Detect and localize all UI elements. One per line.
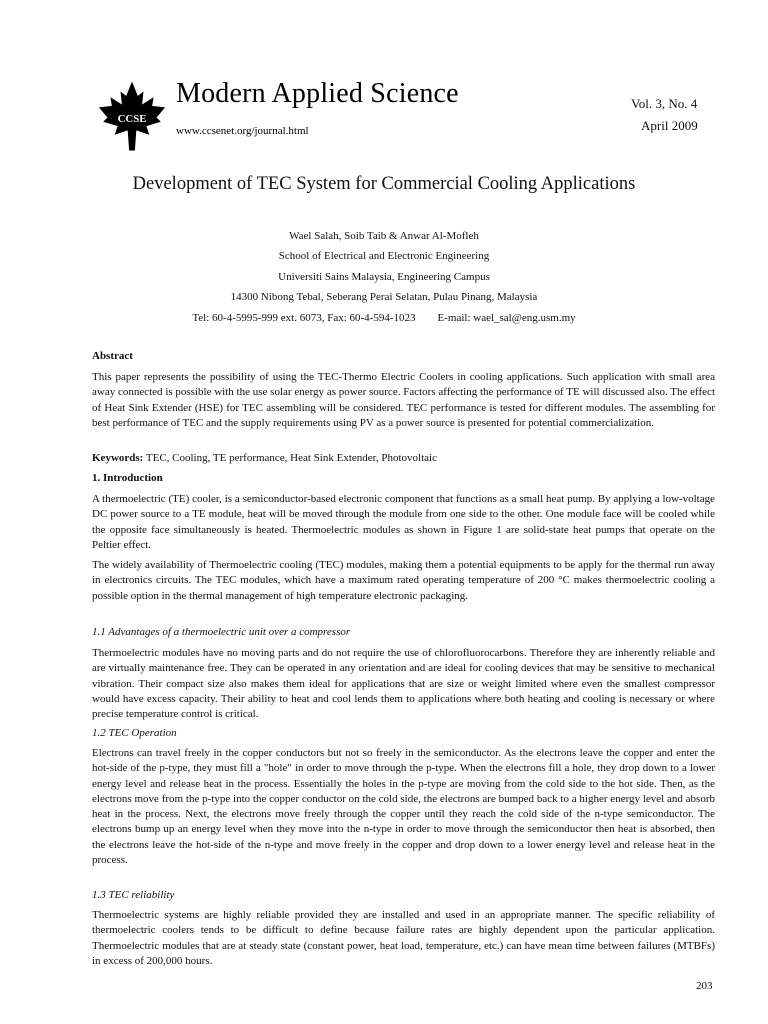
paper-title: Development of TEC System for Commercial Cooling Applications <box>132 174 636 194</box>
affiliation-line: 14300 Nibong Tebal, Seberang Perai Selatan, Pulau Pinang, Malaysia <box>230 291 538 303</box>
paragraph-tec-reliability: Thermoelectric systems are highly reliable provided they are installed and used in an appropriate manner. The specific reliability of thermoelectric coolers tends to be difficult to define because failure rates are highly dependent upon the particular application. Thermoelectric modules that are at steady state (constant power, heat load, temperature, etc.) can have mean time between failures (MTBFs) in excess of 200,000 hours. <box>92 909 715 967</box>
section-heading-introduction: 1. Introduction <box>92 472 163 484</box>
paragraph-advantages: Thermoelectric modules have no moving parts and do not require the use of chlorofluorocarbons. Therefore they are inherently reliable and are virtually maintenance free. They can be operated in any orientation and are ideal for cooling devices that may be sensitive to mechanical vibration. Their compact size also makes them ideal for applications that are size or weight limited where even the smallest compressor would have excess capacity. Their ability to heat and cool lends them to applications where both heating and cooling is necessary or where precise temperature control is critical. <box>92 647 715 721</box>
subsection-heading-tec-operation: 1.2 TEC Operation <box>92 727 177 739</box>
subsection-heading-tec-reliability: 1.3 TEC reliability <box>92 889 175 901</box>
volume-issue: Vol. 3, No. 4 <box>631 96 698 111</box>
contact-email[interactable]: E-mail: wael_sal@eng.usm.my <box>437 312 576 324</box>
contact-line <box>0 312 768 324</box>
keywords-line <box>92 451 715 466</box>
abstract-text: This paper represents the possibility of using the TEC-Thermo Electric Coolers in cooling applications. Such application with small area away connected is possible with the use solar energy as power source. Factors affecting the performance of TE will discussed also. The effect of Heat Sink Extender (HSE) for TEC assembling will be considered. TEC performance is tested for different modules. The assembling for best performance of TEC and the supply requirements using PV as a power source is presented for potential commercialization. <box>92 371 715 429</box>
paragraph-tec-operation: Electrons can travel freely in the copper conductors but not so freely in the semiconductor. As the electrons leave the copper and enter the hot-side of the p-type, they must fill a "hole" in order to move through the p-type. When the electrons fill a hole, they drop down to a lower energy level and release heat in the process. Essentially the holes in the p-type are moving from the cold side to the hot side. Then, as the electrons move from the p-type into the copper conductor on the cold side, the electrons are bumped back to a higher energy level and absorb heat in the process. Next, the electrons move freely through the copper until they reach the cold side of the n-type semiconductor. The electrons bump up an energy level when they move into the n-type in order to move through the semiconductor then heat is absorbed, then the electrons leave the hot-side of the n-type and move freely in the copper and drop down to a lower energy level and release heat in the process. <box>92 747 715 867</box>
issue-date: April 2009 <box>641 118 698 133</box>
journal-title: Modern Applied Science <box>176 78 459 109</box>
contact-tel: Tel: 60-4-5995-999 ext. 6073, Fax: 60-4-594-1023 <box>192 312 416 324</box>
keywords-label: Keywords: <box>92 452 144 464</box>
paragraph-intro-2: The widely availability of Thermoelectric cooling (TEC) modules, making them a potential equipments to be apply for the thermal run away in electronics circuits. The TEC modules, which have a maximum rated operating temperature of 200 °C makes thermoelectric cooling a possible option in the thermal management of high temperature electronic packaging. <box>92 559 715 602</box>
subsection-heading-advantages: 1.1 Advantages of a thermoelectric unit over a compressor <box>92 626 351 638</box>
affiliation-line: School of Electrical and Electronic Engineering <box>278 250 490 262</box>
abstract-heading: Abstract <box>92 350 133 362</box>
logo-text: CCSE <box>117 112 147 125</box>
keywords-list: TEC, Cooling, TE performance, Heat Sink Extender, Photovoltaic <box>145 452 437 464</box>
affiliation-line: Universiti Sains Malaysia, Engineering Campus <box>278 271 490 283</box>
authors: Wael Salah, Soib Taib & Anwar Al-Mofleh <box>289 230 479 242</box>
ccse-maple-leaf-logo <box>96 80 168 152</box>
paragraph-intro-1: A thermoelectric (TE) cooler, is a semiconductor-based electronic component that functions as a small heat pump. By applying a low-voltage DC power source to a TE module, heat will be moved through the module from one side to the other. One module face will be cooled while the opposite face simultaneously is heated. Thermoelectric modules as shown in Figure 1 are solid-state heat pumps that operate on the Peltier effect. <box>92 493 715 551</box>
page-number: 203 <box>696 980 713 992</box>
journal-url[interactable]: www.ccsenet.org/journal.html <box>176 125 309 137</box>
